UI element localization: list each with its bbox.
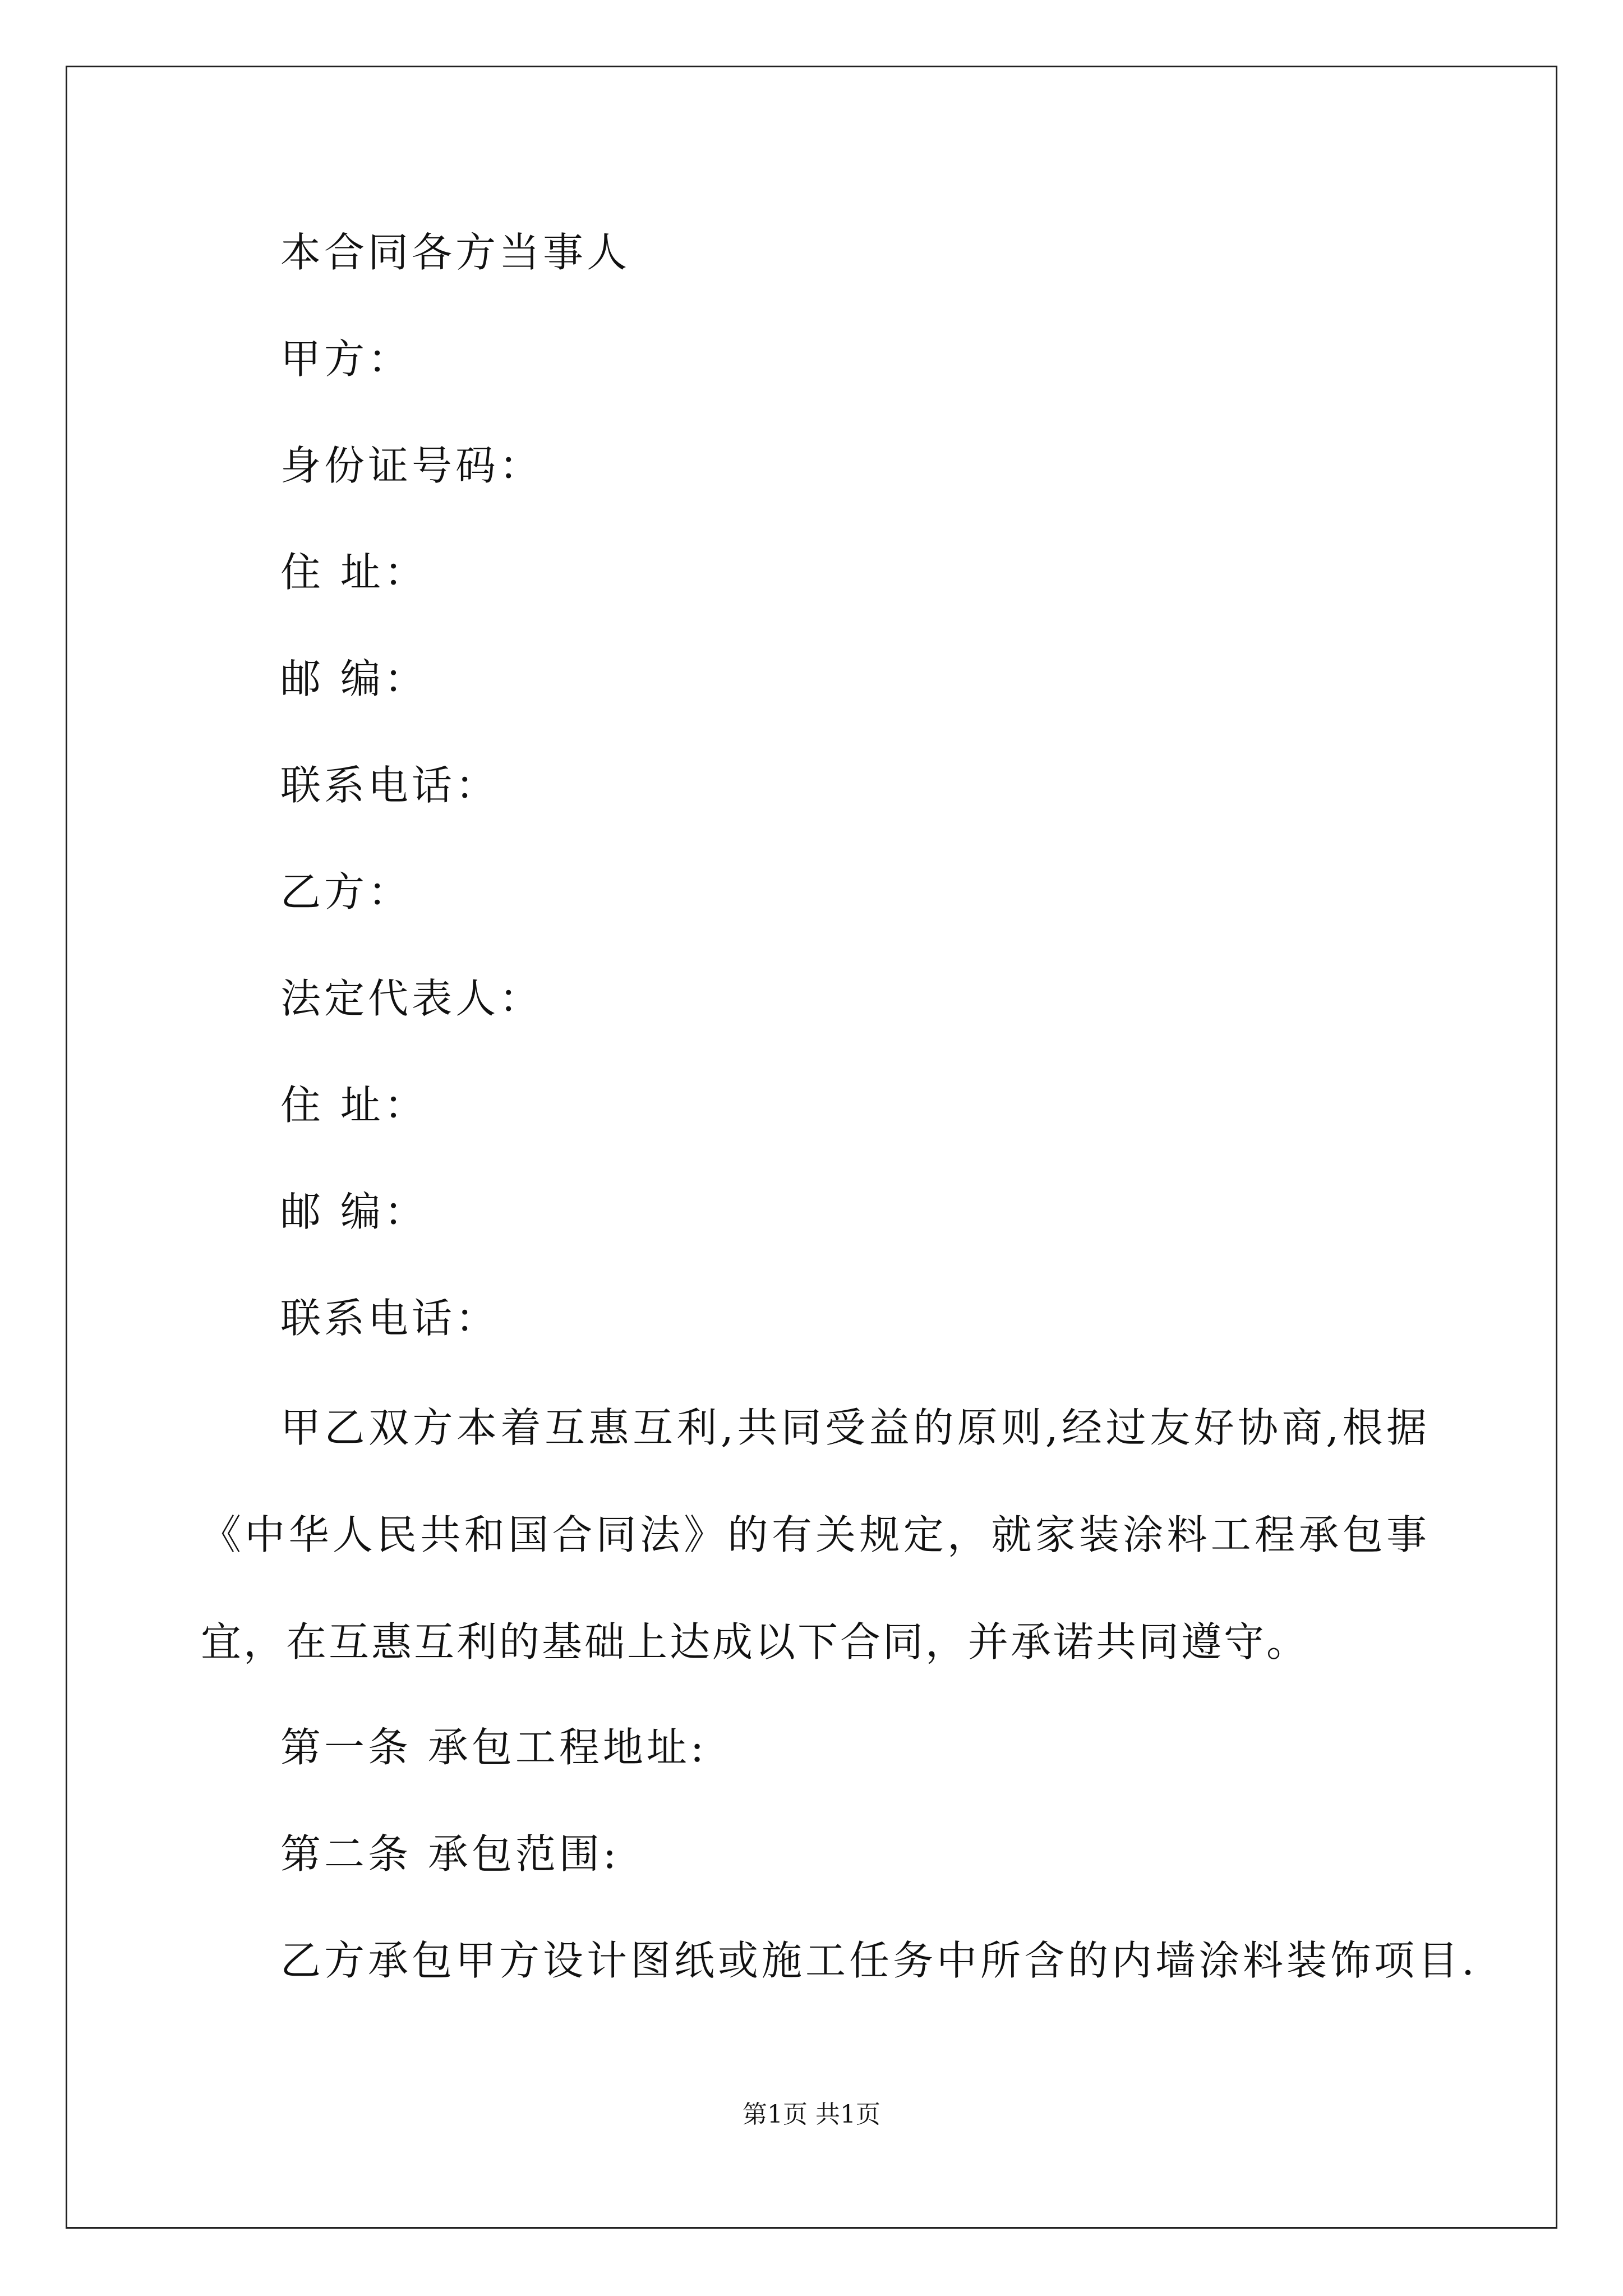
clause-one: 第一条 承包工程地址:: [280, 1724, 708, 1771]
parties-heading: 本合同各方当事人: [280, 229, 631, 276]
party-b-postcode-label: 邮 编：: [280, 1188, 428, 1235]
scope-description: 乙方承包甲方设计图纸或施工任务中所含的内墙涂料装饰项目.: [280, 1937, 1478, 1984]
id-number-label: 身份证号码：: [280, 442, 543, 489]
party-a-phone-label: 联系电话：: [280, 762, 500, 809]
page-border: [66, 66, 1557, 2229]
clause-two: 第二条 承包范围:: [280, 1830, 620, 1878]
party-b-address-label: 住 址：: [280, 1082, 428, 1129]
party-b-phone-label: 联系电话：: [280, 1295, 500, 1342]
party-a-postcode-label: 邮 编：: [280, 655, 428, 702]
party-b-label: 乙方：: [280, 868, 412, 915]
legal-representative-label: 法定代表人：: [280, 975, 543, 1022]
party-a-label: 甲方：: [280, 335, 412, 383]
agreement-paragraph: 甲乙双方本着互惠互利,共同受益的原则,经过友好协商,根据《中华人民共和国合同法》的有关规定，就家装涂料工程承包事宜，在互惠互利的基础上达成以下合同，并承诺共同遵守。: [201, 1404, 1429, 1665]
page-footer: 第1页 共1页: [743, 2100, 880, 2129]
party-a-address-label: 住 址：: [280, 549, 428, 596]
